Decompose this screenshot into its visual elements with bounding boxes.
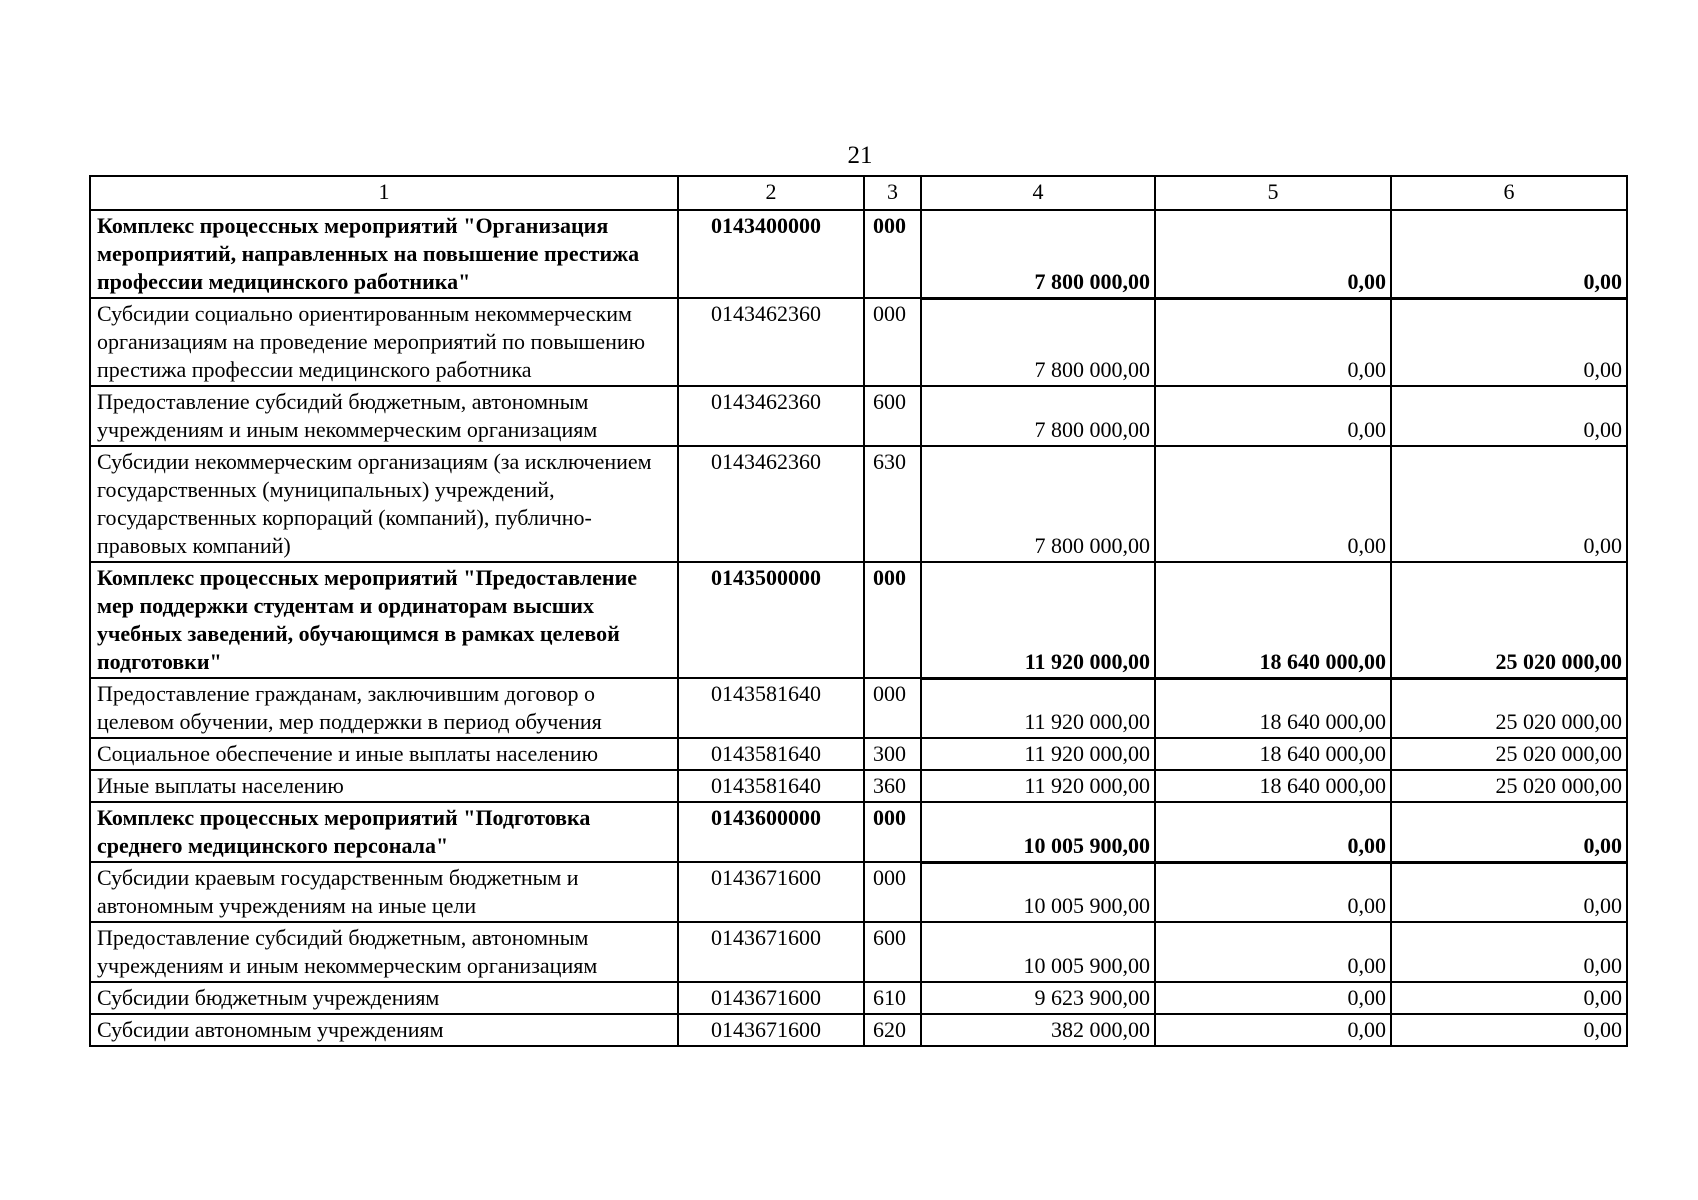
row-code-cell: 0143600000 [678, 802, 864, 862]
table-section-row [90, 210, 1627, 298]
table-row [90, 922, 1627, 982]
row-name-cell: Иные выплаты населению [90, 770, 678, 802]
row-amount-col5-cell: 0,00 [1155, 386, 1391, 446]
row-amount-col5-cell: 0,00 [1155, 1014, 1391, 1046]
column-header: 6 [1391, 176, 1627, 210]
row-amount-col4-cell: 11 920 000,00 [921, 770, 1155, 802]
row-amount-col6-cell: 0,00 [1391, 982, 1627, 1014]
table-section-row [90, 802, 1627, 862]
row-name-cell: Субсидии социально ориентированным некоммерческим организациям на проведение мероприятий по повышению престижа профессии медицинского работника [90, 298, 678, 386]
table-row [90, 1014, 1627, 1046]
row-name-cell: Социальное обеспечение и иные выплаты населению [90, 738, 678, 770]
row-name-cell: Субсидии бюджетным учреждениям [90, 982, 678, 1014]
row-expense-type-cell: 630 [864, 446, 921, 562]
row-expense-type-cell: 620 [864, 1014, 921, 1046]
row-amount-col4-cell: 7 800 000,00 [921, 446, 1155, 562]
table-row [90, 770, 1627, 802]
row-amount-col5-cell: 0,00 [1155, 446, 1391, 562]
row-expense-type-cell: 000 [864, 210, 921, 298]
row-name-cell: Комплекс процессных мероприятий "Подготовка среднего медицинского персонала" [90, 802, 678, 862]
row-name-cell: Предоставление гражданам, заключившим договор о целевом обучении, мер поддержки в период обучения [90, 678, 678, 738]
row-amount-col4-cell: 382 000,00 [921, 1014, 1155, 1046]
table-row [90, 982, 1627, 1014]
row-code-cell: 0143500000 [678, 562, 864, 678]
row-expense-type-cell: 000 [864, 298, 921, 386]
table-row [90, 386, 1627, 446]
column-header: 3 [864, 176, 921, 210]
row-code-cell: 0143581640 [678, 738, 864, 770]
row-expense-type-cell: 000 [864, 562, 921, 678]
budget-table [89, 175, 1628, 1047]
row-amount-col6-cell: 0,00 [1391, 862, 1627, 922]
row-amount-col5-cell: 0,00 [1155, 922, 1391, 982]
row-amount-col5-cell: 0,00 [1155, 210, 1391, 298]
row-name-cell: Субсидии некоммерческим организациям (за исключением государственных (муниципальных) учреждений, государственных корпораций (компаний), публично-правовых компаний) [90, 446, 678, 562]
row-amount-col6-cell: 0,00 [1391, 922, 1627, 982]
row-expense-type-cell: 610 [864, 982, 921, 1014]
row-code-cell: 0143671600 [678, 1014, 864, 1046]
row-code-cell: 0143462360 [678, 446, 864, 562]
row-expense-type-cell: 000 [864, 678, 921, 738]
row-code-cell: 0143400000 [678, 210, 864, 298]
row-amount-col5-cell: 0,00 [1155, 862, 1391, 922]
row-amount-col5-cell: 18 640 000,00 [1155, 738, 1391, 770]
row-expense-type-cell: 300 [864, 738, 921, 770]
table-row [90, 738, 1627, 770]
table-row [90, 862, 1627, 922]
row-amount-col5-cell: 0,00 [1155, 298, 1391, 386]
row-name-cell: Предоставление субсидий бюджетным, автономным учреждениям и иным некоммерческим организациям [90, 386, 678, 446]
row-amount-col6-cell: 25 020 000,00 [1391, 562, 1627, 678]
row-expense-type-cell: 360 [864, 770, 921, 802]
row-expense-type-cell: 600 [864, 922, 921, 982]
row-amount-col5-cell: 0,00 [1155, 802, 1391, 862]
row-amount-col5-cell: 0,00 [1155, 982, 1391, 1014]
row-code-cell: 0143462360 [678, 298, 864, 386]
column-header: 5 [1155, 176, 1391, 210]
row-amount-col4-cell: 11 920 000,00 [921, 562, 1155, 678]
row-amount-col4-cell: 7 800 000,00 [921, 298, 1155, 386]
row-amount-col6-cell: 0,00 [1391, 386, 1627, 446]
row-amount-col6-cell: 0,00 [1391, 210, 1627, 298]
row-amount-col4-cell: 10 005 900,00 [921, 802, 1155, 862]
row-name-cell: Субсидии краевым государственным бюджетным и автономным учреждениям на иные цели [90, 862, 678, 922]
table-row [90, 678, 1627, 738]
row-amount-col6-cell: 0,00 [1391, 298, 1627, 386]
column-header: 4 [921, 176, 1155, 210]
row-amount-col6-cell: 0,00 [1391, 802, 1627, 862]
row-amount-col4-cell: 11 920 000,00 [921, 738, 1155, 770]
row-code-cell: 0143581640 [678, 770, 864, 802]
row-code-cell: 0143671600 [678, 862, 864, 922]
row-amount-col5-cell: 18 640 000,00 [1155, 770, 1391, 802]
row-amount-col6-cell: 25 020 000,00 [1391, 678, 1627, 738]
row-expense-type-cell: 600 [864, 386, 921, 446]
row-name-cell: Комплекс процессных мероприятий "Организация мероприятий, направленных на повышение престижа профессии медицинского работника" [90, 210, 678, 298]
row-amount-col6-cell: 0,00 [1391, 446, 1627, 562]
row-amount-col6-cell: 25 020 000,00 [1391, 738, 1627, 770]
row-code-cell: 0143671600 [678, 982, 864, 1014]
row-amount-col4-cell: 9 623 900,00 [921, 982, 1155, 1014]
row-amount-col6-cell: 0,00 [1391, 1014, 1627, 1046]
row-amount-col4-cell: 10 005 900,00 [921, 922, 1155, 982]
table-section-row [90, 562, 1627, 678]
row-code-cell: 0143671600 [678, 922, 864, 982]
row-amount-col6-cell: 25 020 000,00 [1391, 770, 1627, 802]
row-amount-col4-cell: 7 800 000,00 [921, 386, 1155, 446]
row-amount-col4-cell: 11 920 000,00 [921, 678, 1155, 738]
table-header-row [90, 176, 1627, 210]
row-amount-col4-cell: 10 005 900,00 [921, 862, 1155, 922]
column-header: 1 [90, 176, 678, 210]
page-number: 21 [847, 142, 873, 169]
row-amount-col5-cell: 18 640 000,00 [1155, 678, 1391, 738]
row-expense-type-cell: 000 [864, 862, 921, 922]
row-name-cell: Предоставление субсидий бюджетным, автономным учреждениям и иным некоммерческим организациям [90, 922, 678, 982]
row-name-cell: Субсидии автономным учреждениям [90, 1014, 678, 1046]
row-code-cell: 0143581640 [678, 678, 864, 738]
table-row [90, 298, 1627, 386]
row-amount-col5-cell: 18 640 000,00 [1155, 562, 1391, 678]
table-row [90, 446, 1627, 562]
column-header: 2 [678, 176, 864, 210]
row-expense-type-cell: 000 [864, 802, 921, 862]
row-code-cell: 0143462360 [678, 386, 864, 446]
row-amount-col4-cell: 7 800 000,00 [921, 210, 1155, 298]
row-name-cell: Комплекс процессных мероприятий "Предоставление мер поддержки студентам и ординаторам высших учебных заведений, обучающимся в рамках целевой подготовки" [90, 562, 678, 678]
